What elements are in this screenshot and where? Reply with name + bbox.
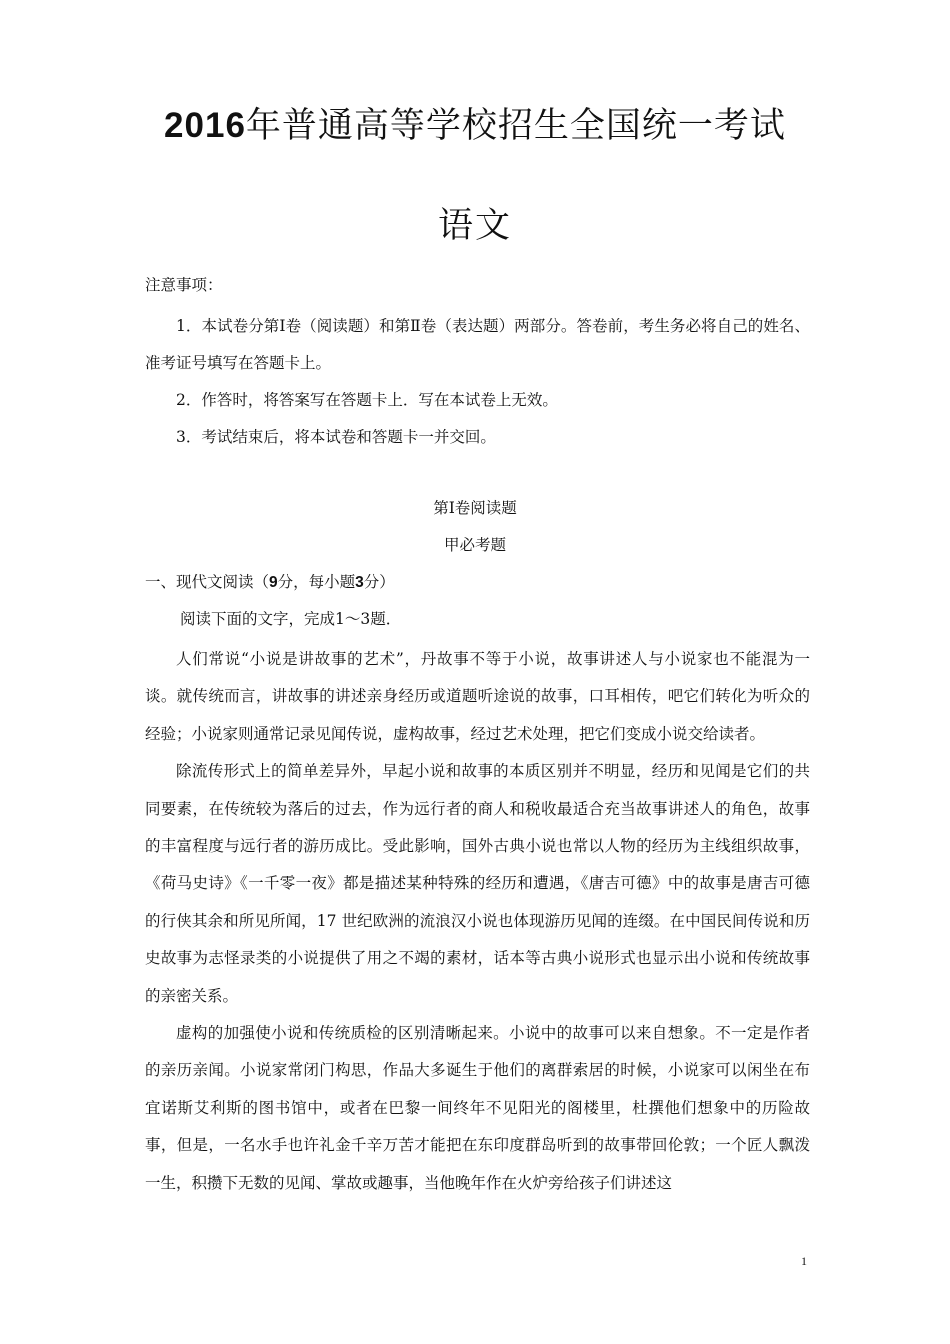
exam-title-text: 年普通高等学校招生全国统一考试 bbox=[245, 106, 786, 146]
page-number: 1 bbox=[801, 1254, 807, 1268]
passage-paragraph: 人们常说“小说是讲故事的艺术”，丹故事不等于小说，故事讲述人与小说家也不能混为一谈。就传统而言，讲故事的讲述亲身经历或道题听途说的故事，口耳相传，吧它们转化为听众的经验；小说家则通常记录见闻传说，虚构故事，经过艺术处理，把它们变成小说交给读者。 bbox=[145, 650, 810, 743]
passage-paragraph: 除流传形式上的简单差异外，早起小说和故事的本质区别并不明显，经历和见闻是它们的共同要素，在传统较为落后的过去，作为远行者的商人和税收最适合充当故事讲述人的角色，故事的丰富程度与远行者的游历成比。受此影响，国外古典小说也常以人物的经历为主线组织故事，《荷马史诗》《一千零一夜》都是描述某种特殊的经历和遭遇，《唐吉可德》中的故事是唐吉可德的行侠其余和所见所闻，17 世纪欧洲的流浪汉小说也体现游历见闻的连缀。在中国民间传说和历史故事为志怪录类的小说提供了用之不竭的素材，话本等古典小说形式也显示出小说和传统故事的亲密关系。 bbox=[145, 762, 810, 1005]
notice-heading: 注意事项： bbox=[145, 276, 223, 294]
notice-list bbox=[145, 308, 810, 456]
part-heading-each: 3 bbox=[355, 574, 364, 591]
part-heading bbox=[145, 569, 395, 596]
part-heading-suffix: 分） bbox=[363, 573, 395, 591]
part-heading-mid: 分，每小题 bbox=[277, 573, 356, 591]
section-title: 第Ⅰ卷阅读题 bbox=[433, 499, 517, 517]
notice-item: 3．考试结束后，将本试卷和答题卡一并交回。 bbox=[176, 428, 496, 446]
passage-paragraph: 虚构的加强使小说和传统质检的区别清晰起来。小说中的故事可以来自想象。不一定是作者的亲历亲闻。小说家常闭门构思，作品大多诞生于他们的离群索居的时候，小说家可以闲坐在布宜诺斯艾利斯的图书馆中，或者在巴黎一间终年不见阳光的阁楼里，杜撰他们想象中的历险故事，但是，一名水手也许礼金千辛万苦才能把在东印度群岛听到的故事带回伦敦；一个匠人飘泼一生，积攒下无数的见闻、掌故或趣事，当他晚年作在火炉旁给孩子们讲述这 bbox=[145, 1024, 810, 1192]
subject-title: 语文 bbox=[437, 206, 512, 246]
reading-instruction: 阅读下面的文字，完成1～3题． bbox=[180, 610, 402, 628]
reading-passage bbox=[145, 641, 810, 1202]
section-subtitle: 甲必考题 bbox=[443, 536, 506, 554]
notice-item: 2．作答时，将答案写在答题卡上．写在本试卷上无效。 bbox=[176, 391, 558, 409]
exam-title-year: 2016 bbox=[164, 106, 246, 145]
part-heading-prefix: 一、现代文阅读（ bbox=[145, 573, 270, 591]
notice-item: 1．本试卷分第Ⅰ卷（阅读题）和第Ⅱ卷（表达题）两部分。答卷前，考生务必将自己的姓名、准考证号填写在答题卡上。 bbox=[145, 317, 810, 372]
exam-title bbox=[0, 98, 950, 154]
part-heading-score: 9 bbox=[269, 574, 278, 591]
